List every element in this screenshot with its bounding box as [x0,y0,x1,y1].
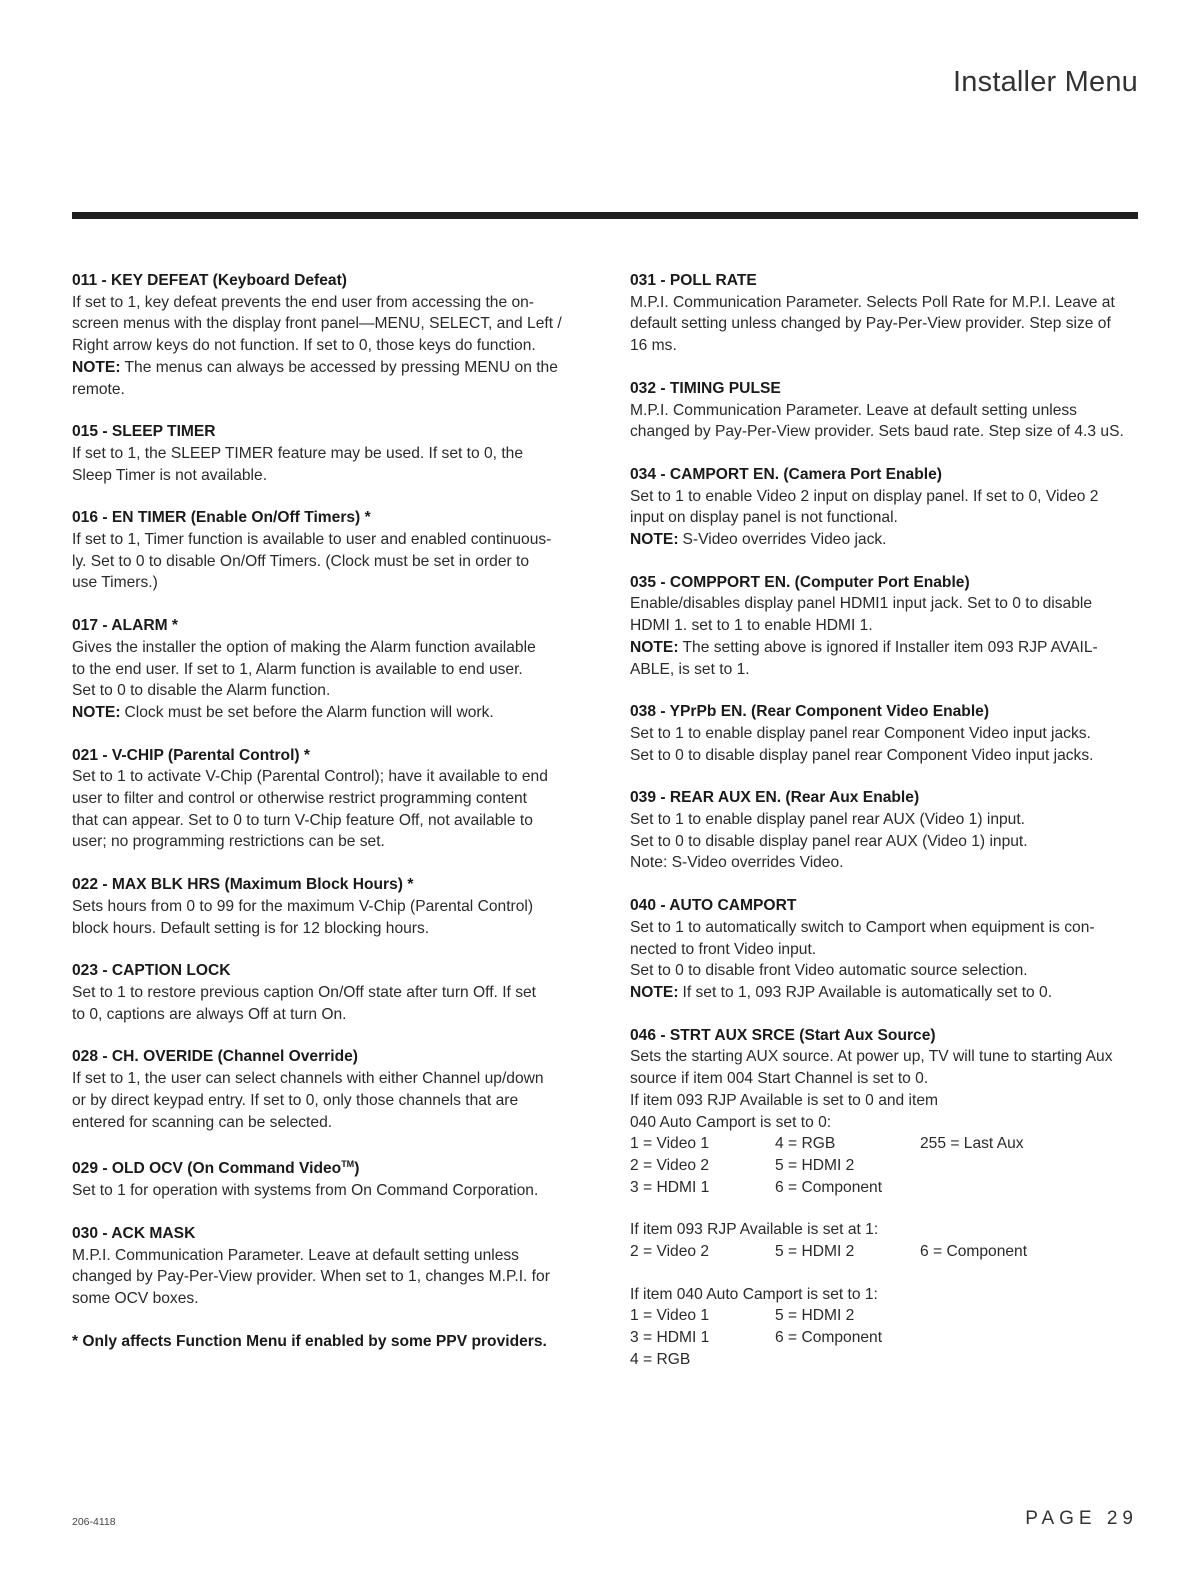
body-line: user to filter and control or otherwise restrict programming content [72,790,528,808]
body-line: Right arrow keys do not function. If set to 0, those keys do function. [72,337,536,355]
body-line: default setting unless changed by Pay-Per-View provider. Step size of [630,315,1111,333]
body-line: If set to 1, key defeat prevents the end user from accessing the on- [72,293,535,311]
table-cell: 5 = HDMI 2 [775,1243,855,1261]
section-heading [72,1154,612,1180]
section-011 [72,270,612,400]
note-text: The menus can always be accessed by pressing MENU on the [124,358,558,376]
note-label: NOTE: [630,531,679,549]
body-line: Set to 0 to disable display panel rear AUX (Video 1) input. [630,832,1028,850]
section-heading: 031 - POLL RATE [630,272,757,289]
section-032 [630,378,1150,443]
note-label: NOTE: [630,638,679,656]
section-heading: 028 - CH. OVERIDE (Channel Override) [72,1048,358,1066]
heading-text: 029 - OLD OCV (On Command Video [72,1160,342,1178]
body-line: Set to 1 to activate V-Chip (Parental Control); have it available to end [72,768,548,786]
body-line: Set to 0 to disable the Alarm function. [72,682,331,700]
section-015 [72,421,612,486]
section-021 [72,745,612,854]
body-line: to 0, captions are always Off at turn On. [72,1005,347,1023]
table-cell: 6 = Component [775,1178,883,1196]
body-line: M.P.I. Communication Parameter. Selects Poll Rate for M.P.I. Leave at [630,293,1115,311]
page-number: PAGE 29 [1025,1508,1138,1529]
body-line: Sets the starting AUX source. At power up, TV will tune to starting Aux [630,1048,1113,1066]
title-rule [72,212,1138,219]
body-line: M.P.I. Communication Parameter. Leave at default setting unless [630,401,1077,419]
body-line: ly. Set to 0 to disable On/Off Timers. (Clock must be set in order to [72,552,530,570]
body-line: Sets hours from 0 to 99 for the maximum V-Chip (Parental Control) [72,897,534,915]
table-cell [920,1327,1090,1349]
body-line: Sleep Timer is not available. [72,466,268,484]
body-line: source if item 004 Start Channel is set to 0. [630,1070,929,1088]
note-text: If set to 1, 093 RJP Available is automatically set to 0. [682,983,1053,1001]
section-heading: 032 - TIMING PULSE [630,379,781,397]
section-031 [630,270,1150,357]
table-cell: 255 = Last Aux [920,1135,1024,1153]
section-heading: 021 - V-CHIP (Parental Control) * [72,746,311,764]
page-title: Installer Menu [953,66,1138,98]
body-line: nected to front Video input. [630,940,817,958]
section-016 [72,507,612,594]
note-line [72,357,612,379]
body-line: Set to 1 to restore previous caption On/Off state after turn Off. If set [72,983,537,1001]
section-heading: 046 - STRT AUX SRCE (Start Aux Source) [630,1026,936,1044]
section-heading: 016 - EN TIMER (Enable On/Off Timers) * [72,509,371,527]
right-column [630,270,1150,1392]
note-text: The setting above is ignored if Installer item 093 RJP AVAIL- [682,638,1098,656]
section-023 [72,960,612,1025]
section-017 [72,615,612,724]
body-line: Set to 1 to enable display panel rear AUX (Video 1) input. [630,811,1026,829]
trademark-mark: TM [341,1159,355,1170]
section-022 [72,874,612,939]
note-label: NOTE: [630,983,679,1001]
table-cell: 6 = Component [775,1329,883,1347]
table-cell: 5 = HDMI 2 [775,1156,855,1174]
body-line: entered for scanning can be selected. [72,1113,333,1131]
table-cell: 3 = HDMI 1 [630,1178,710,1196]
section-029 [72,1154,612,1202]
table-cell: 1 = Video 1 [630,1135,710,1153]
table-cell: 6 = Component [920,1243,1028,1261]
section-heading: 034 - CAMPORT EN. (Camera Port Enable) [630,465,942,483]
section-heading: 015 - SLEEP TIMER [72,423,216,441]
body-line: use Timers.) [72,574,158,592]
body-line: Set to 0 to disable front Video automatic source selection. [630,962,1028,980]
note-text: S-Video overrides Video jack. [682,531,887,549]
table-cell [775,1349,920,1371]
aux-table-2 [630,1241,1150,1263]
table-cell [920,1177,1090,1199]
table-cell [920,1305,1090,1327]
section-038 [630,701,1150,766]
note-line [630,529,1150,551]
note-text: remote. [72,380,125,398]
table-cell: 1 = Video 1 [630,1307,710,1325]
section-heading: 039 - REAR AUX EN. (Rear Aux Enable) [630,789,920,807]
body-line: block hours. Default setting is for 12 blocking hours. [72,919,430,937]
section-039 [630,787,1150,874]
table-cell: 4 = RGB [775,1135,836,1153]
body-line: Set to 1 to enable Video 2 input on display panel. If set to 0, Video 2 [630,487,1099,505]
note-line [630,982,1150,1004]
note-text: Clock must be set before the Alarm function will work. [124,703,494,721]
body-line: input on display panel is not functional. [630,509,898,527]
body-line: Set to 0 to disable display panel rear Component Video input jacks. [630,746,1094,764]
body-line: user; no programming restrictions can be set. [72,833,385,851]
note-text: ABLE, is set to 1. [630,660,750,678]
table-cell: 4 = RGB [630,1350,691,1368]
body-line: some OCV boxes. [72,1289,199,1307]
section-040 [630,895,1150,1004]
table-cell: 2 = Video 2 [630,1156,710,1174]
table-cell: 2 = Video 2 [630,1243,710,1261]
section-046 [630,1025,1150,1371]
body-line: changed by Pay-Per-View provider. When set to 1, changes M.P.I. for [72,1268,550,1286]
section-heading: 022 - MAX BLK HRS (Maximum Block Hours) * [72,876,414,894]
body-line: HDMI 1. set to 1 to enable HDMI 1. [630,617,873,635]
body-line: that can appear. Set to 0 to turn V-Chip feature Off, not available to [72,811,533,829]
section-035 [630,572,1150,681]
document-code: 206-4118 [72,1516,116,1528]
body-line: 040 Auto Camport is set to 0: [630,1113,832,1131]
body-line: If item 093 RJP Available is set at 1: [630,1221,879,1239]
section-heading: 030 - ACK MASK [72,1224,196,1242]
section-heading: 035 - COMPPORT EN. (Computer Port Enable) [630,573,970,591]
aux-table-3 [630,1305,1150,1370]
body-line: M.P.I. Communication Parameter. Leave at default setting unless [72,1246,519,1264]
body-line: Set to 1 to automatically switch to Camport when equipment is con- [630,918,1095,936]
body-line: Note: S-Video overrides Video. [630,854,844,872]
note-label: NOTE: [72,703,121,721]
body-line: Enable/disables display panel HDMI1 input jack. Set to 0 to disable [630,595,1093,613]
body-line: If set to 1, the SLEEP TIMER feature may be used. If set to 0, the [72,444,524,462]
note-label: NOTE: [72,358,121,376]
section-030 [72,1223,612,1310]
section-heading: 017 - ALARM * [72,617,178,635]
left-column [72,270,612,1352]
body-line: changed by Pay-Per-View provider. Sets baud rate. Step size of 4.3 uS. [630,423,1124,441]
body-line: If set to 1, the user can select channels with either Channel up/down [72,1070,544,1088]
footnote: * Only affects Function Menu if enabled by some PPV providers. [72,1332,547,1350]
body-line: screen menus with the display front panel—MENU, SELECT, and Left / [72,315,562,333]
section-heading: 011 - KEY DEFEAT (Keyboard Defeat) [72,272,347,289]
table-cell: 3 = HDMI 1 [630,1329,710,1347]
body-line: 16 ms. [630,337,677,355]
body-line: Gives the installer the option of making the Alarm function available [72,638,536,656]
section-heading: 040 - AUTO CAMPORT [630,897,797,915]
note-line [72,702,612,724]
body-line: Set to 1 to enable display panel rear Component Video input jacks. [630,724,1091,742]
table-cell [920,1155,1090,1177]
table-cell: 5 = HDMI 2 [775,1307,855,1325]
body-line: to the end user. If set to 1, Alarm function is available to end user. [72,660,523,678]
body-line: If item 093 RJP Available is set to 0 and item [630,1091,938,1109]
section-heading: 023 - CAPTION LOCK [72,962,231,980]
body-line: or by direct keypad entry. If set to 0, only those channels that are [72,1091,519,1109]
aux-table-1 [630,1133,1150,1198]
section-028 [72,1046,612,1133]
body-line: If item 040 Auto Camport is set to 1: [630,1285,878,1303]
body-line: If set to 1, Timer function is available to user and enabled continuous- [72,531,552,549]
note-line [630,637,1150,659]
section-034 [630,464,1150,551]
section-heading: 038 - YPrPb EN. (Rear Component Video Enable) [630,703,990,721]
body-line: Set to 1 for operation with systems from On Command Corporation. [72,1182,539,1200]
heading-close: ) [354,1160,360,1178]
table-cell [920,1349,1090,1371]
